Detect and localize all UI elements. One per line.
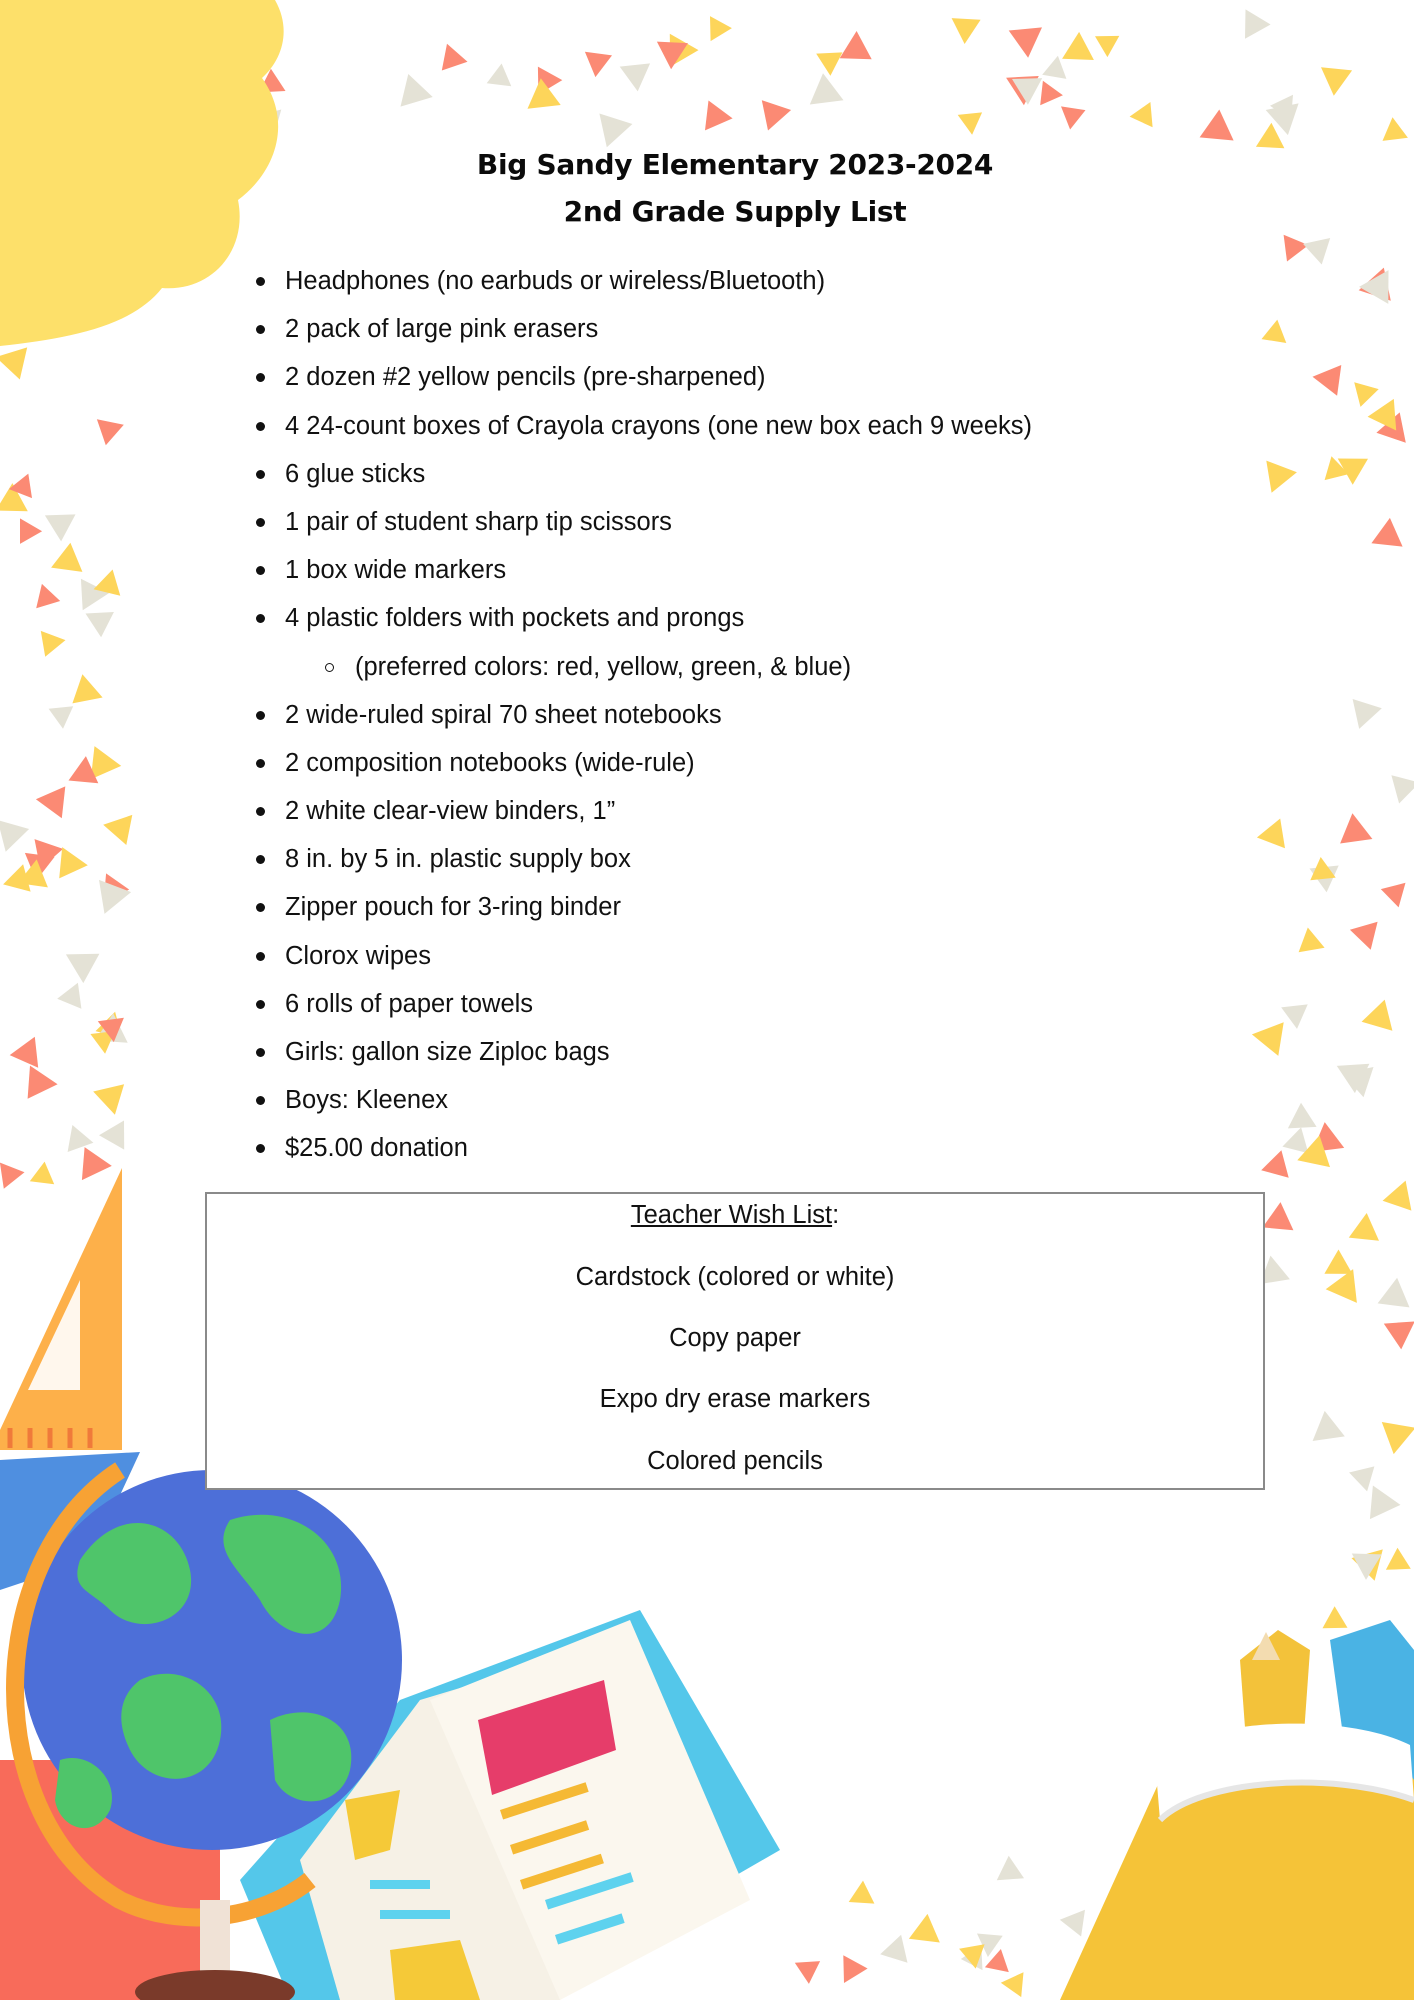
confetti-triangle [952, 18, 981, 44]
bullet-icon [256, 952, 265, 961]
confetti-triangle [1303, 238, 1330, 265]
confetti-triangle [401, 74, 433, 107]
confetti-triangle [1266, 461, 1297, 493]
confetti-triangle [1062, 32, 1094, 60]
supply-item-text: 4 plastic folders with pockets and prongs [285, 604, 745, 633]
confetti-triangle [1384, 1321, 1414, 1349]
wish-list-item: Colored pencils [647, 1447, 823, 1475]
teacher-wish-list-box [205, 1192, 1265, 1490]
supply-item-text: 1 pair of student sharp tip scissors [285, 507, 672, 536]
confetti-triangle [91, 746, 121, 779]
wish-list-item: Copy paper [669, 1324, 801, 1352]
confetti-triangle [1263, 1202, 1294, 1230]
confetti-triangle [36, 584, 60, 608]
confetti-triangle [30, 1162, 54, 1185]
confetti-triangle [1095, 36, 1119, 57]
confetti-triangle [1340, 813, 1372, 843]
confetti-triangle [843, 1955, 867, 1983]
confetti-triangle [28, 1066, 58, 1099]
confetti-triangle [1370, 1486, 1401, 1520]
supply-item-text: 2 white clear-view binders, 1” [285, 797, 616, 826]
confetti-triangle [1349, 1466, 1374, 1491]
confetti-triangle [1386, 1548, 1411, 1570]
confetti-triangle [0, 1163, 25, 1189]
confetti-triangle [1321, 67, 1352, 96]
page-title-line-1: Big Sandy Elementary 2023-2024 [476, 148, 994, 181]
supply-item [285, 1129, 1032, 1177]
supply-item [285, 599, 1032, 647]
supply-item [285, 503, 1032, 551]
supply-item [285, 792, 1032, 840]
bullet-icon [256, 518, 265, 527]
supply-item [285, 1033, 1032, 1081]
confetti-triangle [99, 1121, 124, 1150]
supply-item [285, 985, 1032, 1033]
supply-list [285, 262, 1032, 1178]
confetti-triangle [810, 73, 844, 104]
supply-item-text: 2 wide-ruled spiral 70 sheet notebooks [285, 700, 722, 729]
confetti-triangle [909, 1914, 940, 1943]
bullet-icon [256, 807, 265, 816]
confetti-triangle [1282, 1127, 1308, 1153]
supply-item [285, 696, 1032, 744]
confetti-triangle [103, 815, 132, 845]
confetti-triangle [710, 16, 732, 41]
confetti-triangle [1256, 123, 1285, 148]
confetti-triangle [1362, 1000, 1393, 1031]
supply-item [285, 455, 1032, 503]
confetti-triangle [1353, 699, 1382, 729]
confetti-triangle [97, 419, 124, 445]
confetti-triangle [1382, 1422, 1414, 1454]
confetti-triangle [1299, 928, 1325, 953]
bullet-icon [256, 711, 265, 720]
wish-list-item: Expo dry erase markers [599, 1385, 871, 1413]
confetti-triangle [49, 706, 74, 729]
wish-list-heading-colon: : [832, 1201, 840, 1229]
bullet-icon [256, 277, 265, 286]
confetti-triangle [1001, 1972, 1024, 1997]
supply-item-text: 6 rolls of paper towels [285, 989, 534, 1018]
confetti-triangle [1281, 1004, 1308, 1029]
page-title-line-2: 2nd Grade Supply List [563, 195, 907, 228]
supply-item-text: (preferred colors: red, yellow, green, & blue) [355, 652, 852, 681]
confetti-triangle [1354, 382, 1379, 407]
supply-item [285, 262, 1032, 310]
confetti-triangle [1313, 1411, 1345, 1441]
wish-list-item: Cardstock (colored or white) [575, 1263, 895, 1291]
confetti-triangle [0, 347, 27, 379]
confetti-triangle [816, 52, 842, 75]
supply-item-text: 8 in. by 5 in. plastic supply box [285, 845, 631, 874]
confetti-triangle [1284, 235, 1309, 262]
hollow-bullet-icon [325, 663, 334, 672]
confetti-triangle [41, 631, 66, 657]
supply-item-text: Zipper pouch for 3-ring binder [285, 893, 621, 922]
confetti-triangle [487, 64, 512, 87]
confetti-triangle [599, 114, 632, 148]
confetti-triangle [1042, 56, 1066, 79]
confetti-triangle [1371, 518, 1402, 547]
confetti-triangle [1368, 399, 1397, 431]
supply-item [285, 744, 1032, 792]
supply-item-text: 2 dozen #2 yellow pencils (pre-sharpened) [285, 363, 766, 392]
supply-sub-item [285, 648, 1032, 696]
confetti-triangle [1350, 922, 1378, 950]
bullet-icon [256, 1000, 265, 1009]
confetti-triangle [1383, 1181, 1412, 1211]
confetti-triangle [442, 44, 468, 71]
triangle-ruler-icon [0, 1168, 122, 1450]
supply-item [285, 937, 1032, 985]
confetti-triangle [1262, 320, 1287, 343]
confetti-triangle [880, 1935, 907, 1963]
pencil-cup-icon [1060, 1620, 1414, 2000]
confetti-triangle [849, 1881, 875, 1904]
confetti-triangle [1323, 1606, 1348, 1628]
bullet-icon [256, 470, 265, 479]
confetti-triangle [1326, 1269, 1357, 1303]
confetti-triangle [1359, 270, 1388, 304]
confetti-triangle [72, 674, 102, 703]
confetti-triangle [93, 1084, 124, 1115]
confetti-triangle [45, 514, 76, 541]
supply-item-text: 2 composition notebooks (wide-rule) [285, 748, 695, 777]
wish-list-heading [207, 1198, 1263, 1232]
wish-list-heading-text: Teacher Wish List [630, 1201, 833, 1229]
supply-item [285, 407, 1032, 455]
confetti-triangle [1040, 81, 1063, 106]
confetti-triangle [1200, 110, 1234, 141]
confetti-triangle [1252, 1022, 1284, 1056]
confetti-triangle [1060, 1910, 1085, 1937]
confetti-triangle [958, 112, 982, 134]
supply-item-text: 2 pack of large pink erasers [285, 315, 599, 344]
confetti-triangle [36, 786, 65, 818]
confetti-triangle [1245, 9, 1271, 38]
confetti-triangle [1391, 775, 1414, 803]
confetti-triangle [1261, 1150, 1289, 1178]
confetti-triangle [795, 1961, 820, 1984]
supply-item-text: Girls: gallon size Ziploc bags [285, 1038, 610, 1066]
bullet-icon [256, 422, 265, 431]
supply-item [285, 551, 1032, 599]
confetti-triangle [82, 1147, 112, 1180]
confetti-triangle [1061, 106, 1086, 129]
supply-item-text: 4 24-count boxes of Crayola crayons (one new box each 9 weeks) [285, 411, 1032, 440]
confetti-triangle [1288, 1103, 1317, 1129]
confetti-triangle [1378, 1278, 1410, 1308]
confetti-triangle [1257, 819, 1285, 849]
supply-item [285, 888, 1032, 936]
supply-item [285, 358, 1032, 406]
supply-item-text: 6 glue sticks [285, 459, 426, 488]
supply-item-text: $25.00 donation [285, 1134, 468, 1163]
confetti-triangle [705, 101, 733, 131]
confetti-triangle [1349, 1213, 1379, 1241]
confetti-triangle [1009, 27, 1042, 57]
confetti-triangle [840, 31, 872, 59]
confetti-triangle [51, 543, 82, 572]
confetti-triangle [1381, 883, 1406, 908]
supply-item-text: Headphones (no earbuds or wireless/Bluetooth) [285, 267, 826, 295]
confetti-triangle [20, 518, 42, 544]
confetti-triangle [66, 954, 100, 983]
supply-item-text: 1 box wide markers [285, 556, 507, 585]
supply-item-text: Clorox wipes [285, 941, 431, 970]
supply-item-text: Boys: Kleenex [285, 1086, 449, 1115]
supply-item [285, 840, 1032, 888]
supply-item [285, 310, 1032, 358]
confetti-triangle [1313, 365, 1342, 396]
bullet-icon [256, 759, 265, 768]
confetti-triangle [1383, 117, 1408, 141]
confetti-triangle [68, 1125, 94, 1152]
confetti-triangle [620, 63, 650, 91]
confetti-triangle [0, 820, 29, 852]
confetti-triangle [997, 1856, 1024, 1881]
confetti-triangle [585, 52, 612, 77]
confetti-triangle [57, 983, 81, 1009]
confetti-triangle [1324, 1250, 1352, 1274]
confetti-triangle [762, 100, 791, 130]
supply-item [285, 1081, 1032, 1129]
confetti-triangle [86, 612, 114, 637]
confetti-triangle [10, 1037, 39, 1068]
confetti-triangle [59, 847, 88, 878]
confetti-triangle [1130, 102, 1153, 127]
bullet-icon [256, 1048, 265, 1057]
